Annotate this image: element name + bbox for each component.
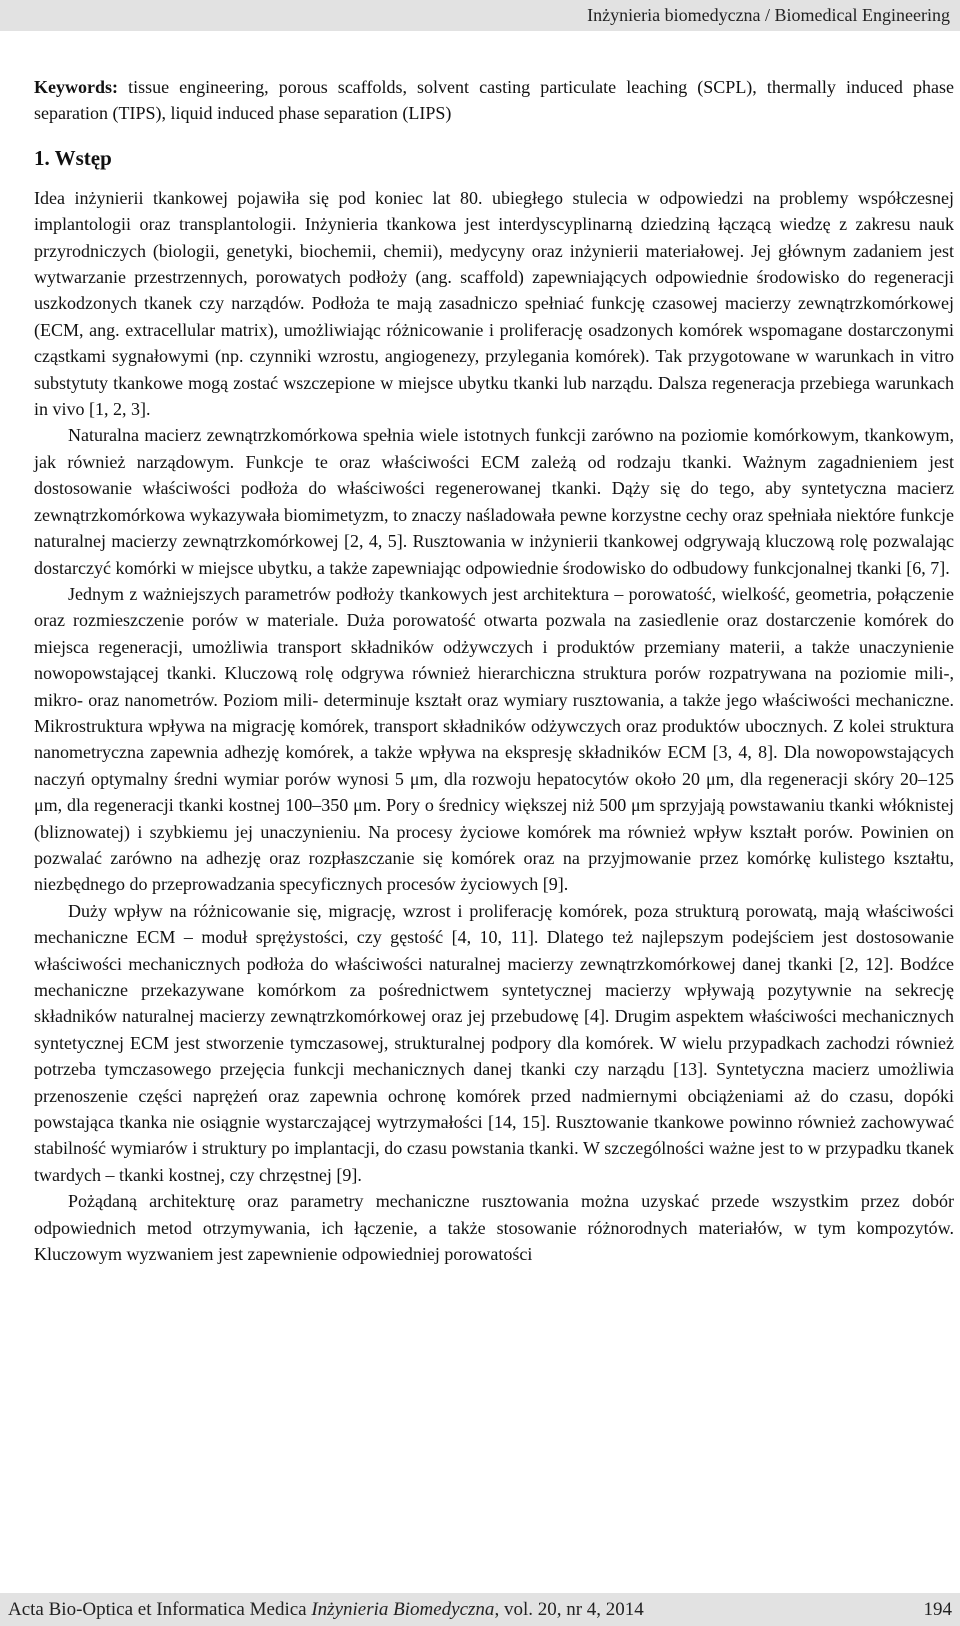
- keywords-text: tissue engineering, porous scaffolds, solvent casting particulate leaching (SCPL), thermally induced phase separation (TIPS), liquid induced phase separation (LIPS): [34, 77, 954, 124]
- article-body: [34, 74, 954, 1267]
- keywords: [34, 74, 954, 127]
- page-footer: [0, 1593, 960, 1626]
- paragraph: Pożądaną architekturę oraz parametry mechaniczne rusztowania można uzyskać przede wszystkim przez dobór odpowiednich metod otrzymywania, ich łączenie, a także stosowanie różnorodnych materiałów, w tym kompozytów. Kluczowym wyzwaniem jest zapewnienie odpowiedniej porowatości: [34, 1191, 954, 1265]
- journal-citation: [8, 1593, 644, 1626]
- paragraph: Duży wpływ na różnicowanie się, migrację, wzrost i proliferację komórek, poza strukturą porowatą, mają właściwości mechaniczne ECM – moduł sprężystości, czy gęstość [4, 10, 11]. Dlatego też najlepszym podejściem jest dostosowanie właściwości mechanicznych podłoża do właściwości naturalnej macierzy zewnątrzkomórkowej danej tkanki [2, 12]. Bodźce mechaniczne przekazywane komórkom za pośrednictwem syntetycznej macierzy wpływają pozytywnie na sekrecję składników naturalnej macierzy zewnątrzkomórkowej oraz jej przebudowę [4]. Drugim aspektem właściwości mechanicznych syntetycznej ECM jest stworzenie tymczasowej, strukturalnej podpory dla komórek. W wielu przypadkach zachodzi również potrzeba tymczasowego przejęcia funkcji mechanicznych danej tkanki czy narządu [13]. Syntetyczna macierz umożliwia przenoszenie części naprężeń oraz zapewnia ochronę komórek przed nadmiernymi obciążeniami aż do czasu, dopóki powstająca tkanka nie osiągnie wystarczającej wytrzymałości [14, 15]. Rusztowanie tkankowe powinno również zachowywać stabilność wymiarów i struktury po implantacji, do czasu powstania tkanki. W szczególności ważne jest to w przypadku tkanek twardych – tkanki kostnej, czy chrzęstnej [9].: [34, 900, 954, 1185]
- journal-volume: , vol. 20, nr 4, 2014: [494, 1599, 644, 1620]
- running-head-text: Inżynieria biomedyczna / Biomedical Engineering: [587, 5, 950, 25]
- page-number: 194: [923, 1599, 952, 1620]
- paragraph: Idea inżynierii tkankowej pojawiła się pod koniec lat 80. ubiegłego stulecia w odpowiedzi na problemy współczesnej implantologii oraz transplantologii. Inżynieria tkankowa jest interdyscyplinarną dziedziną łączącą wiedzę z zakresu nauk przyrodniczych (biologii, genetyki, biochemii, chemii), medycyny oraz inżynierii materiałowej. Jej głównym zadaniem jest wytwarzanie przestrzennych, porowatych podłoży (ang. scaffold) zapewniających odpowiednie środowisko do regeneracji uszkodzonych tkanek czy narządów. Podłoża te mają zasadniczo spełniać funkcję czasowej macierzy zewnątrzkomórkowej (ECM, ang. extracellular matrix), umożliwiając różnicowanie i proliferację osadzonych komórek wspomagane dostarczonymi cząstkami sygnałowymi (np. czynniki wzrostu, angiogenezy, przylegania komórek). Tak przygotowane w warunkach in vitro substytuty tkankowe mogą zostać wszczepione w miejsce ubytku tkanki lub narządu. Dalsza regeneracja przebiega warunkach in vivo [1, 2, 3].: [34, 187, 954, 420]
- section-heading: 1. Wstęp: [34, 145, 112, 170]
- running-head: [0, 0, 960, 31]
- journal-subtitle: Inżynieria Biomedyczna: [311, 1599, 495, 1620]
- keywords-label: Keywords:: [34, 77, 118, 97]
- paragraph: Jednym z ważniejszych parametrów podłoży tkankowych jest architektura – porowatość, wielkość, geometria, połączenie oraz rozmieszczenie porów w materiale. Duża porowatość otwarta pozwala na zasiedlenie oraz dostarczenie komórek do miejsca regeneracji, umożliwia transport składników odżywczych i produktów przemiany materii, a także unaczynienie nowopowstającej tkanki. Kluczową rolę odgrywa również hierarchiczna struktura porów rozpatrywana na poziomie mili-, mikro- oraz nanometrów. Poziom mili- determinuje kształt oraz wymiary rusztowania, a także jego właściwości mechaniczne. Mikrostruktura wpływa na migrację komórek, transport składników odżywczych oraz produktów ubocznych. Z kolei struktura nanometryczna zapewnia adhezję komórek, a także wpływa na ekspresję składników ECM [3, 4, 8]. Dla nowopowstających naczyń optymalny średni wymiar porów wynosi 5 μm, dla rozwoju hepatocytów około 20 μm, dla regeneracji skóry 20–125 μm, dla regeneracji tkanki kostnej 100–350 μm. Pory o średnicy większej niż 500 μm sprzyjają powstawaniu tkanki włóknistej (bliznowatej) i szybkiemu jej unaczynieniu. Na procesy życiowe komórek ma również wpływ kształt porów. Powinien on pozwalać zarówno na adhezję oraz rozpłaszczanie się komórek oraz na przyjmowanie przez komórkę kulistego kształtu, niezbędnego do przeprowadzania specyficznych procesów życiowych [9].: [34, 583, 954, 895]
- paragraph: Naturalna macierz zewnątrzkomórkowa spełnia wiele istotnych funkcji zarówno na poziomie komórkowym, tkankowym, jak również narządowym. Funkcje te oraz właściwości ECM zależą od rodzaju tkanki. Ważnym zagadnieniem jest dostosowanie właściwości podłoża do właściwości regenerowanej tkanki. Dąży się do tego, aby syntetyczna macierz zewnątrzkomórkowa wykazywała biomimetyzm, to znaczy naśladowała pewne korzystne cechy oraz spełniała niektóre funkcje naturalnej macierzy zewnątrzkomórkowej [2, 4, 5]. Rusztowania w inżynierii tkankowej odgrywają kluczową rolę pozwalając dostarczyć komórki w miejsce ubytku, a także zapewniając odpowiednie środowisko do odbudowy funkcjonalnej tkanki [6, 7].: [34, 425, 954, 578]
- journal-name: Acta Bio-Optica et Informatica Medica: [8, 1599, 312, 1620]
